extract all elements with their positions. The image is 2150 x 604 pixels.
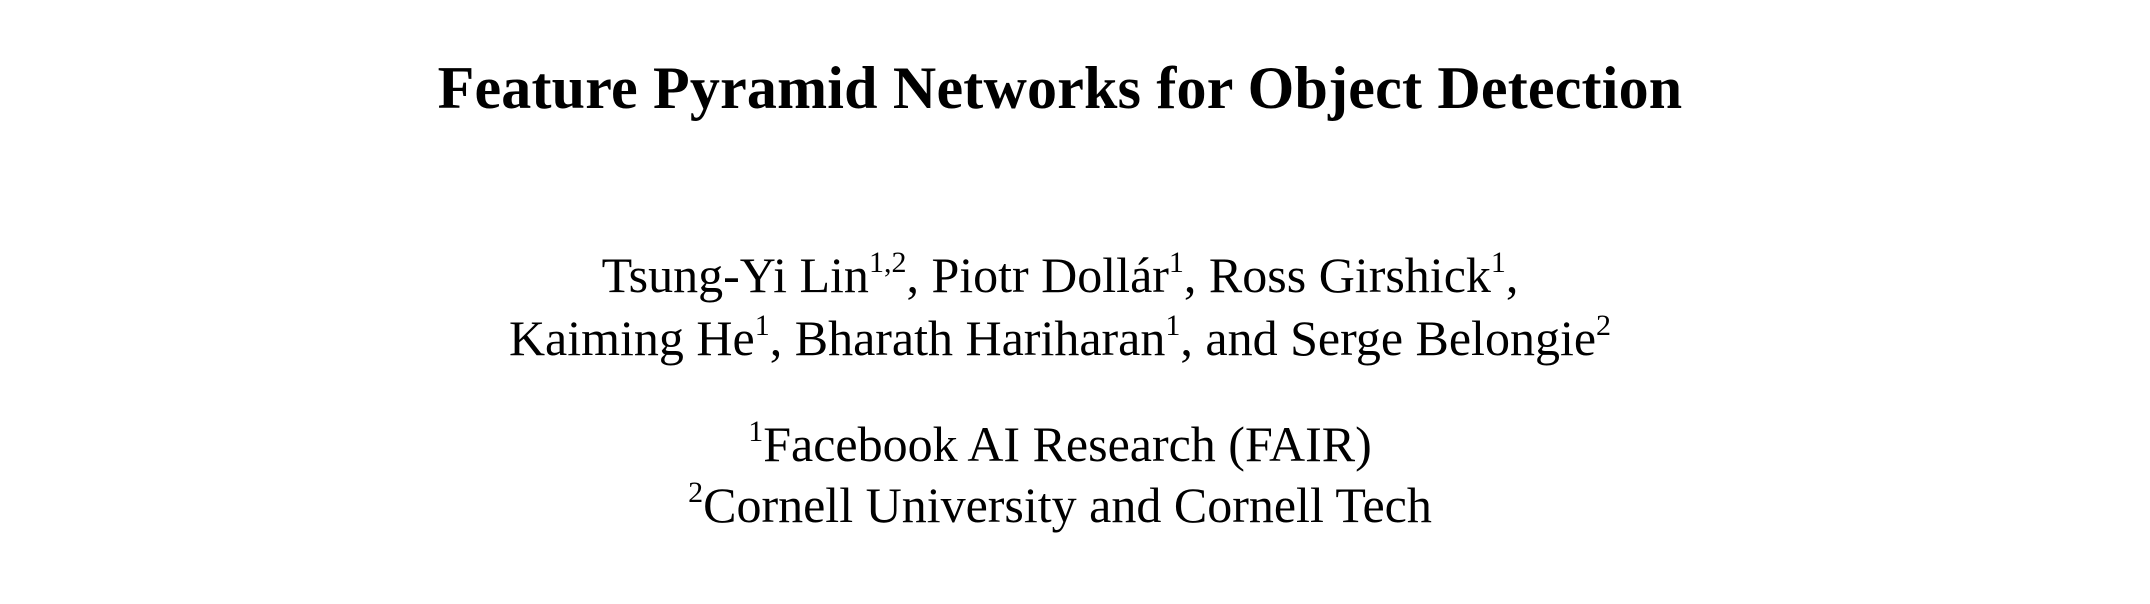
separator: , — [1183, 247, 1209, 303]
separator: , and — [1180, 310, 1291, 366]
separator: , — [769, 310, 795, 366]
affiliation-mark: 1,2 — [868, 246, 907, 279]
affiliation-name: Cornell University and Cornell Tech — [703, 477, 1432, 533]
author-name: Piotr Dollár — [931, 247, 1169, 303]
author-name: Serge Belongie — [1290, 310, 1597, 366]
author-name: Kaiming He — [508, 310, 755, 366]
paper-title: Feature Pyramid Networks for Object Detection — [437, 55, 1683, 121]
affiliation-mark: 1 — [748, 415, 764, 448]
affiliation-mark: 2 — [688, 476, 704, 509]
separator: , — [1505, 247, 1519, 303]
author-line-2 — [0, 307, 2120, 369]
affiliation-mark: 1 — [1168, 246, 1184, 279]
author-name: Bharath Hariharan — [794, 310, 1166, 366]
affiliation-mark: 1 — [1165, 309, 1181, 342]
affiliation-name: Facebook AI Research (FAIR) — [763, 416, 1372, 472]
author-name: Ross Girshick — [1208, 247, 1491, 303]
affiliation-line-2 — [0, 474, 2120, 536]
affiliation-mark: 1 — [1490, 246, 1506, 279]
affiliation-mark: 2 — [1596, 309, 1612, 342]
author-name: Tsung-Yi Lin — [601, 247, 869, 303]
affiliation-line-1 — [0, 413, 2120, 475]
author-line-1 — [0, 244, 2120, 306]
affiliation-mark: 1 — [754, 309, 770, 342]
separator: , — [906, 247, 932, 303]
